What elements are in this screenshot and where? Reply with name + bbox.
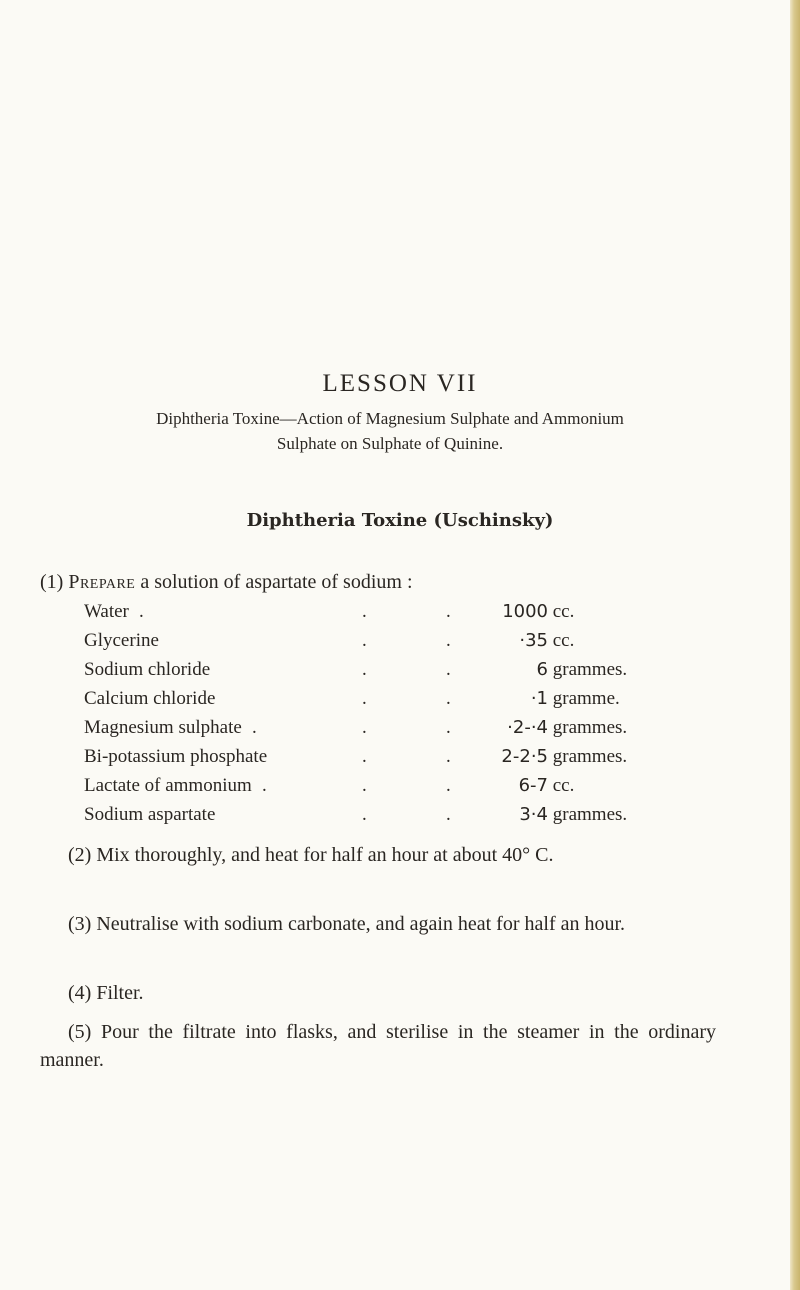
recipe-row — [84, 659, 724, 688]
recipe-amount: 1000 — [502, 601, 548, 622]
recipe-ingredient-dot: . — [252, 717, 257, 738]
recipe-amount: ·1 — [530, 688, 548, 709]
recipe-unit: cc. — [552, 775, 575, 796]
recipe-amount: ·2-·4 — [507, 717, 548, 738]
recipe-row — [84, 804, 724, 833]
section-heading: Diphtheria Toxine (Uschinsky) — [246, 510, 554, 531]
recipe-row — [84, 601, 724, 630]
recipe-ingredient: Magnesium sulphate — [84, 717, 242, 738]
lesson-synopsis — [40, 406, 740, 456]
recipe-row — [84, 775, 724, 804]
recipe-amount: 6-7 — [518, 775, 548, 796]
recipe-unit: cc. — [552, 601, 575, 622]
recipe-amount: ·35 — [519, 630, 548, 651]
leader-dot: . — [446, 601, 451, 622]
recipe-amount: 2-2·5 — [501, 746, 548, 767]
step-3-text: (3) Neutralise with sodium carbonate, and again heat for half an hour. — [68, 913, 626, 935]
recipe-ingredient: Sodium chloride — [84, 659, 211, 680]
recipe-quantity — [468, 688, 636, 710]
leader-dot: . — [362, 688, 367, 709]
recipe-ingredient-dot: . — [139, 601, 144, 622]
recipe-row — [84, 746, 724, 775]
step-1-verb: Prepare — [68, 571, 136, 593]
synopsis-line-1: Diphtheria Toxine—Action of Magnesium Sulphate and Ammonium — [156, 409, 624, 428]
page-edge — [790, 0, 800, 1290]
leader-dot: . — [362, 746, 367, 767]
leader-dot: . — [446, 775, 451, 796]
step-3 — [40, 910, 716, 938]
recipe-unit: grammes. — [552, 717, 628, 738]
leader-dot: . — [362, 630, 367, 651]
recipe-ingredient: Water — [84, 601, 129, 622]
recipe-amount: 6 — [536, 659, 548, 680]
recipe-amount: 3·4 — [519, 804, 548, 825]
lesson-title: LESSON VII — [322, 370, 478, 397]
recipe-ingredient: Glycerine — [84, 630, 159, 651]
step-5 — [40, 1018, 716, 1074]
leader-dot: . — [446, 688, 451, 709]
leader-dot: . — [446, 804, 451, 825]
recipe-quantity — [468, 746, 636, 768]
step-4-text: (4) Filter. — [68, 982, 144, 1004]
leader-dot: . — [446, 630, 451, 651]
recipe-unit: gramme. — [552, 688, 620, 709]
leader-dot: . — [362, 804, 367, 825]
step-1-text: a solution of aspartate of sodium : — [140, 571, 413, 593]
step-5-text: (5) Pour the filtrate into flasks, and sterilise in the steamer in the ordinary manner. — [40, 1021, 716, 1071]
recipe-table — [84, 601, 724, 833]
leader-dot: . — [362, 659, 367, 680]
leader-dot: . — [446, 717, 451, 738]
recipe-quantity — [468, 775, 636, 797]
recipe-quantity — [468, 601, 636, 623]
step-2 — [40, 841, 716, 869]
recipe-unit: grammes. — [552, 746, 628, 767]
step-4 — [40, 979, 716, 1007]
recipe-ingredient: Sodium aspartate — [84, 804, 216, 825]
recipe-unit: grammes. — [552, 804, 628, 825]
recipe-ingredient: Bi-potassium phosphate — [84, 746, 268, 767]
recipe-unit: grammes. — [552, 659, 628, 680]
recipe-quantity — [468, 630, 636, 652]
recipe-ingredient-dot: . — [262, 775, 267, 796]
synopsis-line-2: Sulphate on Sulphate of Quinine. — [276, 434, 504, 453]
recipe-ingredient: Lactate of ammonium — [84, 775, 252, 796]
recipe-ingredient: Calcium chloride — [84, 688, 216, 709]
recipe-row — [84, 688, 724, 717]
leader-dot: . — [446, 746, 451, 767]
step-1 — [40, 568, 716, 596]
recipe-row — [84, 630, 724, 659]
step-1-number: (1) — [40, 571, 64, 593]
leader-dot: . — [362, 601, 367, 622]
leader-dot: . — [362, 775, 367, 796]
recipe-quantity — [468, 659, 636, 681]
recipe-unit: cc. — [552, 630, 575, 651]
recipe-quantity — [468, 717, 636, 739]
recipe-quantity — [468, 804, 636, 826]
recipe-row — [84, 717, 724, 746]
leader-dot: . — [446, 659, 451, 680]
step-2-text: (2) Mix thoroughly, and heat for half an hour at about 40° C. — [68, 844, 554, 866]
leader-dot: . — [362, 717, 367, 738]
